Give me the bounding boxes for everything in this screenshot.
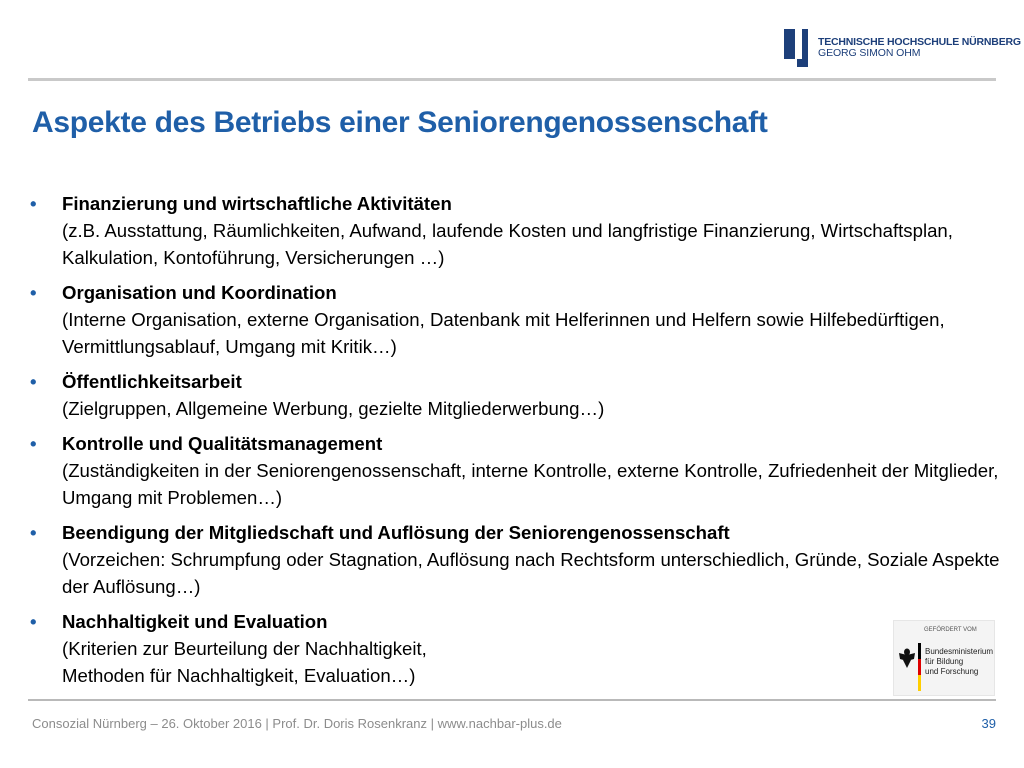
bullet-icon: • <box>30 193 37 214</box>
footer-text: Consozial Nürnberg – 26. Oktober 2016 | Prof. Dr. Doris Rosenkranz | www.nachbar-plus.de <box>32 716 562 731</box>
bmbf-funding-logo <box>893 620 995 696</box>
list-item-heading: Öffentlichkeitsarbeit <box>62 371 242 392</box>
page-number: 39 <box>981 716 996 731</box>
list-item <box>30 368 1005 422</box>
university-subname: GEORG SIMON OHM <box>818 47 921 59</box>
list-item-heading: Organisation und Koordination <box>62 282 337 303</box>
bullet-list <box>30 190 1005 697</box>
list-item-detail: Methoden für Nachhaltigkeit, Evaluation…) <box>62 665 416 686</box>
bullet-icon: • <box>30 522 37 543</box>
federal-eagle-icon <box>898 647 916 669</box>
list-item-detail: (Interne Organisation, externe Organisation, Datenbank mit Helferinnen und Helfern sowie Hilfebedürftigen, Vermittlungsablauf, Umgang mit Kritik…) <box>62 309 945 357</box>
list-item <box>30 519 1005 600</box>
bullet-icon: • <box>30 433 37 454</box>
list-item <box>30 190 1005 271</box>
bullet-icon: • <box>30 371 37 392</box>
slide-title: Aspekte des Betriebs einer Seniorengenossenschaft <box>32 106 768 139</box>
list-item <box>30 430 1005 511</box>
german-flag-icon <box>918 643 921 691</box>
list-item-detail: (Zielgruppen, Allgemeine Werbung, gezielte Mitgliederwerbung…) <box>62 398 605 419</box>
bullet-icon: • <box>30 611 37 632</box>
funding-label: GEFÖRDERT VOM <box>924 627 977 633</box>
list-item-heading: Nachhaltigkeit und Evaluation <box>62 611 328 632</box>
ministry-name: Bundesministerium für Bildung und Forschung <box>925 647 994 676</box>
list-item <box>30 608 1005 689</box>
header-divider <box>28 78 996 81</box>
list-item-detail: (Vorzeichen: Schrumpfung oder Stagnation, Auflösung nach Rechtsform unterschiedlich, Gründe, Soziale Aspekte der Auflösung…) <box>62 549 1000 597</box>
list-item-heading: Kontrolle und Qualitätsmanagement <box>62 433 383 454</box>
list-item-detail: (z.B. Ausstattung, Räumlichkeiten, Aufwand, laufende Kosten und langfristige Finanzierung, Wirtschaftsplan, Kalkulation, Kontoführung, Versicherungen …) <box>62 220 953 268</box>
list-item-heading: Beendigung der Mitgliedschaft und Auflösung der Seniorengenossenschaft <box>62 522 730 543</box>
bullet-icon: • <box>30 282 37 303</box>
university-logo-icon <box>784 29 812 67</box>
list-item-heading: Finanzierung und wirtschaftliche Aktivitäten <box>62 193 452 214</box>
footer-divider <box>28 699 996 701</box>
university-logo <box>784 28 1021 68</box>
list-item-detail: (Kriterien zur Beurteilung der Nachhaltigkeit, <box>62 638 427 659</box>
list-item-detail: (Zuständigkeiten in der Seniorengenossenschaft, interne Kontrolle, externe Kontrolle, Zufriedenheit der Mitglieder, Umgang mit Problemen…) <box>62 460 999 508</box>
list-item <box>30 279 1005 360</box>
university-name: TECHNISCHE HOCHSCHULE NÜRNBERG <box>818 35 1021 48</box>
